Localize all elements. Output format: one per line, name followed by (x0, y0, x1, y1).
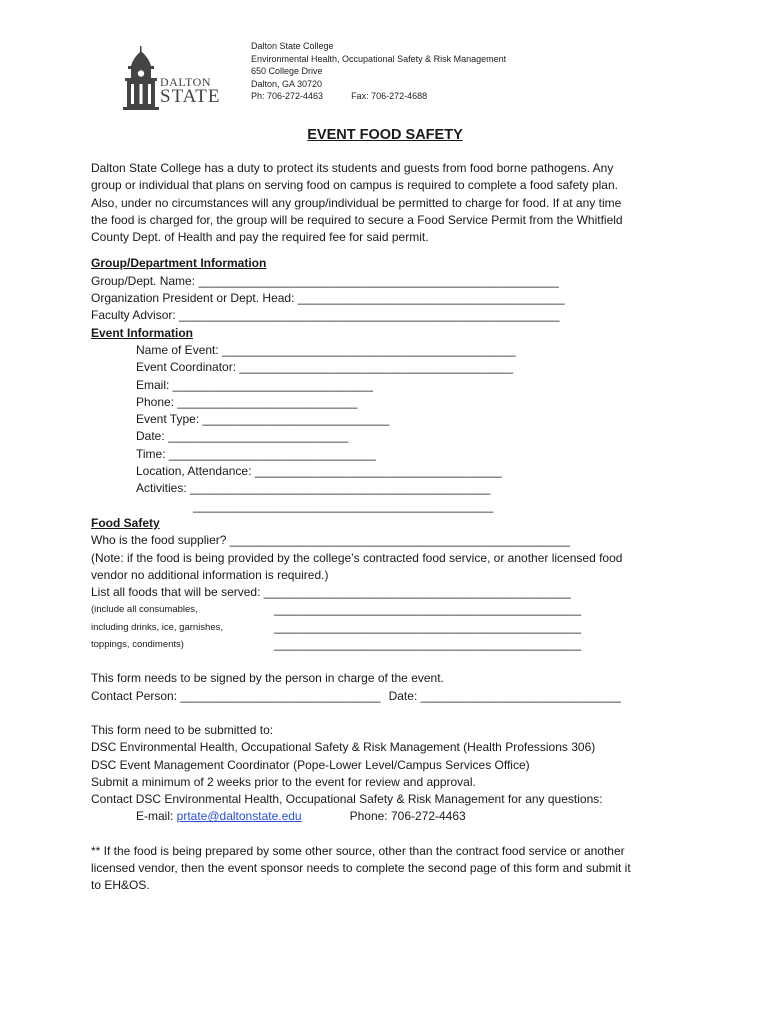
signature-date-field[interactable]: Date: ______________________________ (388, 688, 621, 703)
email-field[interactable]: Email: ______________________________ (136, 377, 373, 392)
signature-instruction: This form needs to be signed by the person in charge of the event. (91, 671, 444, 686)
logo-text-state: STATE (160, 86, 221, 107)
intro-line: Dalton State College has a duty to protect its students and guests from food borne pathogens. Any (91, 161, 614, 175)
clock-tower-icon (122, 46, 160, 110)
logo-text-dalton: DALTON (160, 75, 212, 89)
header-phone: Ph: 706-272-4463 (251, 91, 324, 102)
group-section-heading: Group/Department Information (91, 256, 267, 271)
contact-phone: Phone: 706-272-4463 (349, 809, 466, 824)
supplier-note: (Note: if the food is being provided by the college’s contracted food service, or another licensed food (91, 550, 623, 565)
form-title: EVENT FOOD SAFETY (307, 127, 463, 143)
footnote-line: licensed vendor, then the event sponsor needs to complete the second page of this form and submit it (91, 860, 631, 875)
dalton-state-logo (122, 46, 221, 110)
phone-field[interactable]: Phone: ___________________________ (136, 394, 358, 409)
letterhead (251, 40, 506, 103)
footnote-line: to EH&OS. (91, 878, 150, 893)
signature-row (91, 688, 681, 705)
phone-fax-row (251, 90, 506, 103)
time-field[interactable]: Time: _______________________________ (136, 446, 376, 461)
city-address: Dalton, GA 30720 (251, 78, 323, 89)
activities-field[interactable]: Activities: _____________________________________________ (136, 481, 491, 496)
contact-instruction: Contact DSC Environmental Health, Occupational Safety & Risk Management for any questions: (91, 792, 603, 807)
contact-person-field[interactable]: Contact Person: ______________________________ (91, 688, 381, 703)
form-body (91, 160, 681, 895)
intro-line: group or individual that plans on serving food on campus is required to complete a food safety plan. (91, 178, 618, 193)
event-section-heading: Event Information (91, 325, 194, 340)
footnote-line: ** If the food is being prepared by some other source, other than the contract food service or another (91, 843, 625, 858)
foods-hint: including drinks, ice, garnishes, (91, 621, 224, 633)
submission-deadline: Submit a minimum of 2 weeks prior to the event for review and approval. (91, 774, 476, 789)
org-name: Dalton State College (251, 41, 334, 51)
email-link[interactable]: prtate@daltonstate.edu (176, 809, 302, 824)
intro-line: the food is charged for, the group will be required to secure a Food Service Permit from the Whitfield (91, 212, 623, 227)
email-label: E-mail: (136, 809, 177, 824)
contact-row (91, 808, 681, 825)
intro-line: Also, under no circumstances will any group/individual be permitted to charge for food. If at any time (91, 195, 622, 210)
submission-recipient: DSC Event Management Coordinator (Pope-Lower Level/Campus Services Office) (91, 757, 530, 772)
food-supplier-field[interactable]: Who is the food supplier? ___________________________________________________ (91, 533, 571, 548)
event-type-field[interactable]: Event Type: ____________________________ (136, 412, 390, 427)
foods-hint: (include all consumables, (91, 604, 198, 616)
dept-name: Environmental Health, Occupational Safety & Risk Management (251, 53, 507, 64)
date-field[interactable]: Date: ___________________________ (136, 429, 349, 444)
group-name-field[interactable]: Group/Dept. Name: ______________________________________________________ (91, 273, 559, 288)
supplier-note: vendor no additional information is required.) (91, 567, 329, 582)
faculty-advisor-field[interactable]: Faculty Advisor: _________________________________________________________ (91, 308, 560, 323)
submission-recipient: DSC Environmental Health, Occupational Safety & Risk Management (Health Professions 306) (91, 740, 596, 755)
org-president-field[interactable]: Organization President or Dept. Head: ________________________________________ (91, 291, 565, 306)
foods-line[interactable]: ______________________________________________ (274, 637, 581, 652)
event-name-field[interactable]: Name of Event: ____________________________________________ (136, 342, 516, 357)
foods-line[interactable]: ______________________________________________ (274, 602, 581, 617)
foods-list-row (91, 636, 681, 653)
food-section-heading: Food Safety (91, 515, 160, 530)
intro-line: County Dept. of Health and pay the required fee for said permit. (91, 230, 429, 245)
foods-line[interactable]: ______________________________________________ (274, 619, 581, 634)
submission-intro: This form need to be submitted to: (91, 722, 274, 737)
foods-served-field[interactable]: List all foods that will be served: ______________________________________________ (91, 585, 571, 600)
event-coordinator-field[interactable]: Event Coordinator: _________________________________________ (136, 360, 514, 375)
header-fax: Fax: 706-272-4688 (351, 91, 428, 102)
foods-list-row (91, 619, 681, 636)
activities-continuation-line[interactable]: _____________________________________________ (193, 498, 494, 513)
location-attendance-field[interactable]: Location, Attendance: _____________________________________ (136, 464, 502, 479)
street-address: 650 College Drive (251, 66, 323, 77)
foods-list-row (91, 601, 681, 618)
foods-hint: toppings, condiments) (91, 639, 184, 651)
